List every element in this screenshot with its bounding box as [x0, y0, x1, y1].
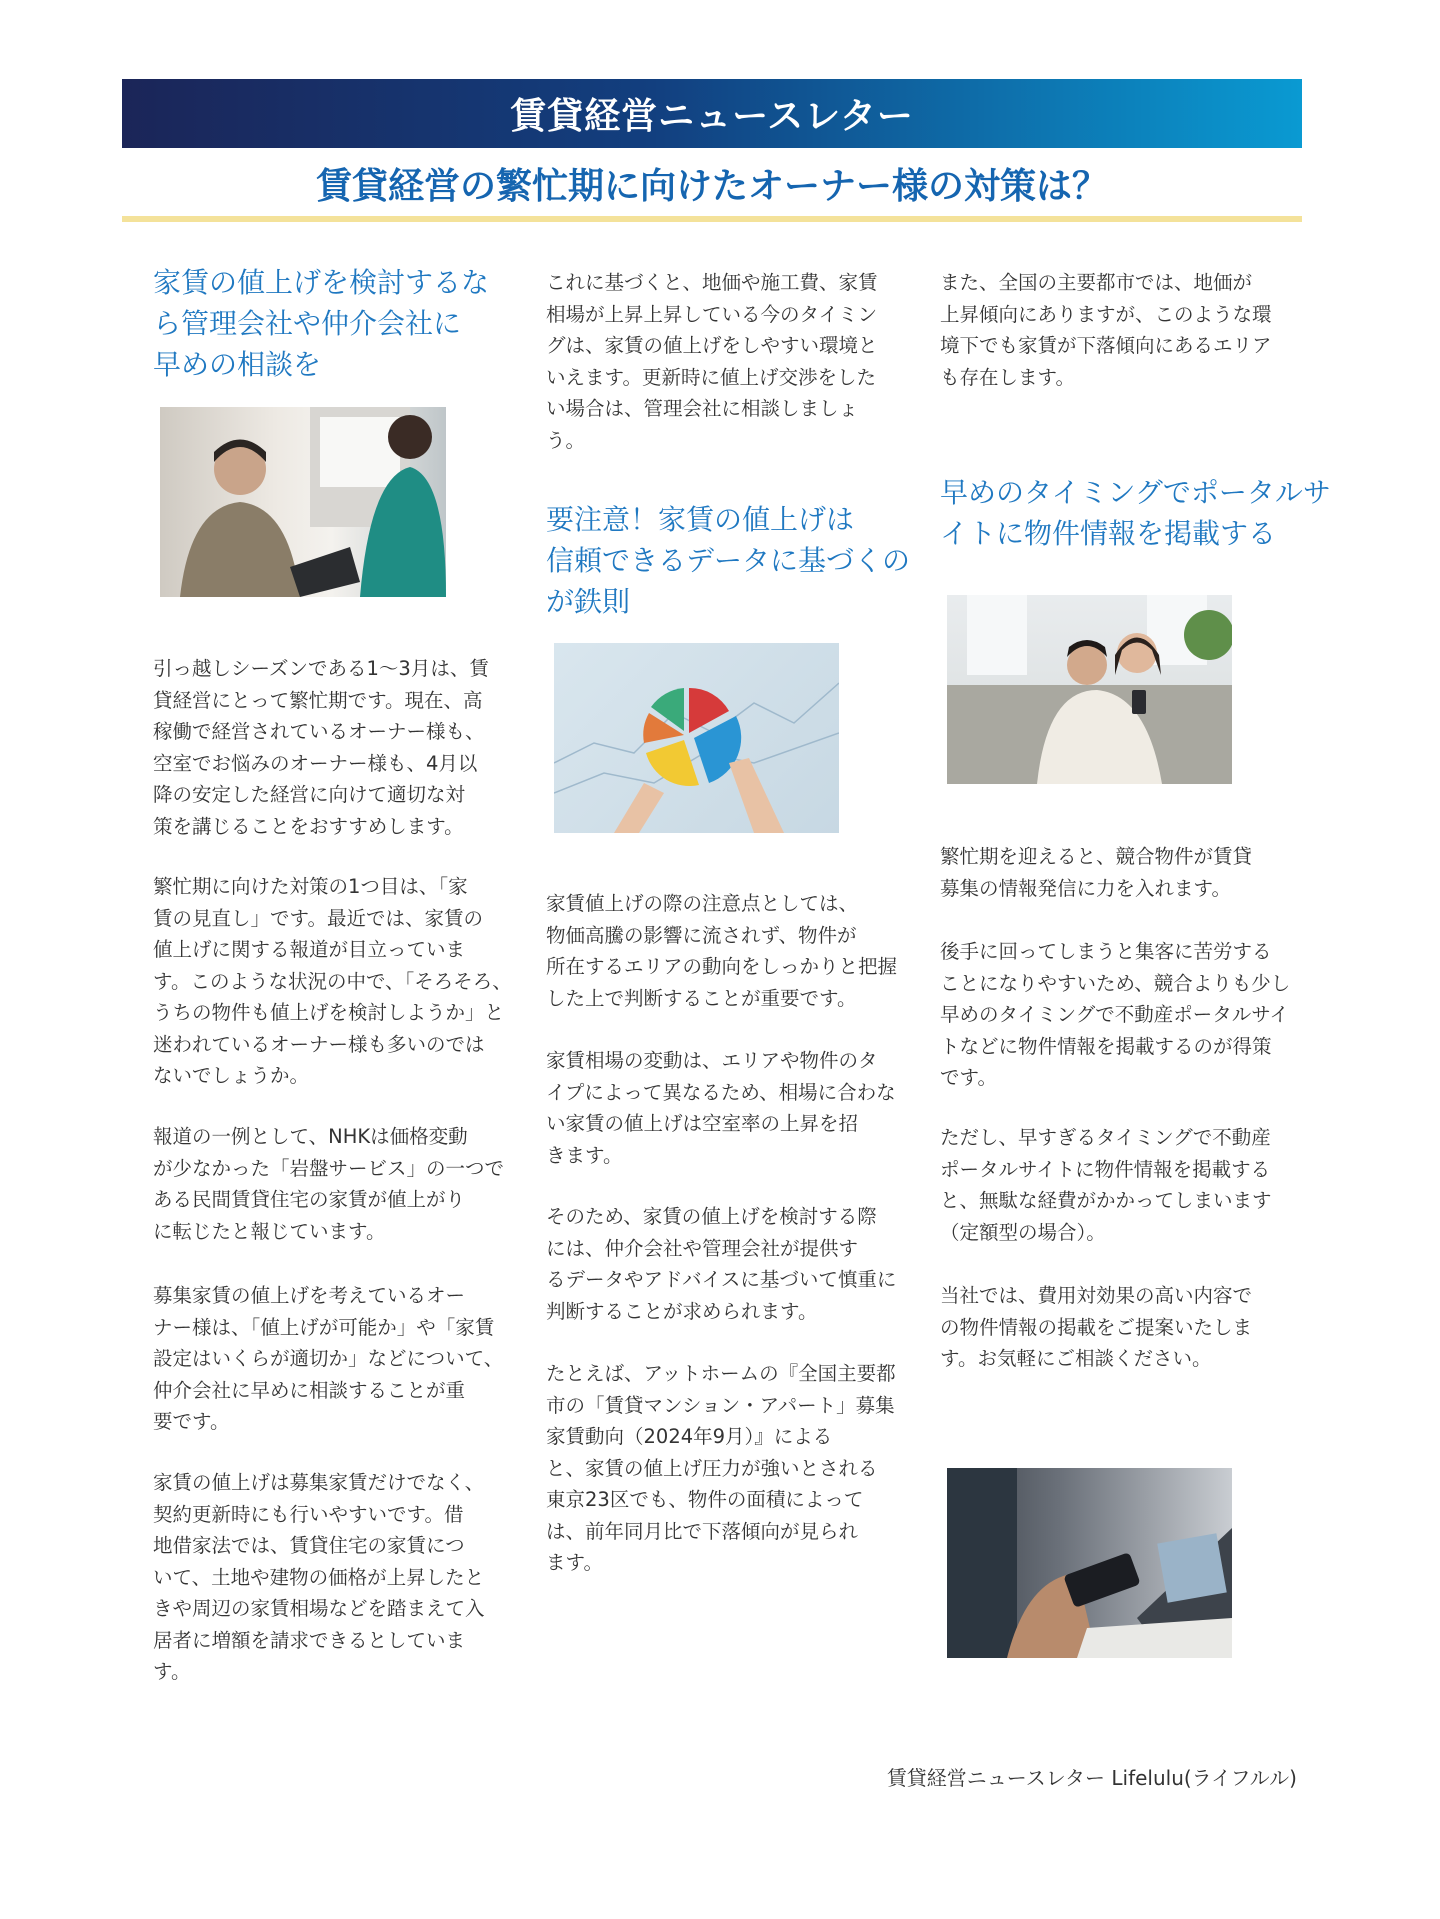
- footer-credit: 賃貸経営ニュースレター Lifelulu(ライフルル): [886, 1766, 1297, 1790]
- paragraph: 後手に回ってしまうと集客に苦労する ことになりやすいため、競合よりも少し 早めのタイミングで不動産ポータルサイ トなどに物件情報を掲載するのが得策 です。: [940, 940, 1291, 1089]
- paragraph: 家賃の値上げは募集家賃だけでなく、 契約更新時にも行いやすいです。借 地借家法では、賃貸住宅の家賃につ いて、土地や建物の価格が上昇したと きや周辺の家賃相場などを踏まえて入 居者に増額を請求できるとしていま す。: [153, 1471, 485, 1683]
- meeting-photo: [160, 407, 446, 597]
- paragraph: これに基づくと、地価や施工費、家賃 相場が上昇上昇している今のタイミン グは、家賃の値上げをしやすい環境と いえます。更新時に値上げ交渉をした い場合は、管理会社に相談しましょ う。: [546, 271, 878, 452]
- section-heading-data: 要注意！家賃の値上げは 信頼できるデータに基づくの が鉄則: [546, 503, 911, 618]
- paragraph: 募集家賃の値上げを考えているオー ナー様は、「値上げが可能か」や「家賃 設定はいくらが適切か」などについて、 仲介会社に早めに相談することが重 要です。: [153, 1284, 504, 1433]
- paragraph: 繁忙期を迎えると、競合物件が賃貸 募集の情報発信に力を入れます。: [940, 845, 1253, 900]
- paragraph: 家賃相場の変動は、エリアや物件のタ イプによって異なるため、相場に合わな い家賃の値上げは空室率の上昇を招 きます。: [546, 1049, 896, 1167]
- paragraph: たとえば、アットホームの『全国主要都 市の「賃貸マンション・アパート」募集 家賃動向（2024年9月）』による と、家賃の値上げ圧力が強いとされる 東京23区でも、物件の面積によって は、前年同月比で下落傾向が見られ ます。: [546, 1362, 896, 1574]
- newsletter-title: 賃貸経営ニュースレター: [510, 96, 914, 137]
- couple-smartphone-photo: [947, 595, 1232, 784]
- paragraph: 繁忙期に向けた対策の1つ目は、「家 賃の見直し」です。最近では、家賃の 値上げに関する報道が目立っていま す。このような状況の中で、「そろそろ、 うちの物件も値上げを検討しようか」と 迷われているオーナー様も多いのでは ないでしょうか。: [153, 875, 512, 1087]
- paragraph: 家賃値上げの際の注意点としては、 物価高騰の影響に流されず、物件が 所在するエリアの動向をしっかりと把握 した上で判断することが重要です。: [546, 892, 898, 1010]
- paragraph: 引っ越しシーズンである1～3月は、賃 貸経営にとって繁忙期です。現在、高 稼働で経営されているオーナー様も、 空室でお悩みのオーナー様も、4月以 降の安定した経営に向けて適切な対 策を講じることをおすすめします。: [153, 657, 489, 838]
- section-heading-portal: 早めのタイミングでポータルサ イトに物件情報を掲載する: [940, 476, 1331, 550]
- newsletter-title-bar: [122, 79, 1302, 148]
- paragraph: そのため、家賃の値上げを検討する際 には、仲介会社や管理会社が提供す るデータやアドバイスに基づいて慎重に 判断することが求められます。: [546, 1205, 897, 1323]
- paragraph: 報道の一例として、NHKは価格変動 が少なかった「岩盤サービス」の一つで ある民間賃貸住宅の家賃が値上がり に転じたと報じています。: [153, 1125, 505, 1243]
- section-heading-consult: 家賃の値上げを検討するな ら管理会社や仲介会社に 早めの相談を: [153, 266, 490, 381]
- article-title: 賃貸経営の繁忙期に向けたオーナー様の対策は？: [315, 166, 1108, 207]
- paragraph: 当社では、費用対効果の高い内容で の物件情報の掲載をご提案いたしま す。お気軽にご相談ください。: [940, 1284, 1253, 1370]
- paragraph: また、全国の主要都市では、地価が 上昇傾向にありますが、このような環 境下でも家賃が下落傾向にあるエリア も存在します。: [940, 271, 1272, 389]
- divider: [122, 216, 1302, 222]
- pie-chart-photo: [554, 643, 839, 833]
- paragraph: ただし、早すぎるタイミングで不動産 ポータルサイトに物件情報を掲載する と、無駄な経費がかかってしまいます （定額型の場合）。: [940, 1126, 1272, 1244]
- smartphone-laptop-photo: [947, 1468, 1232, 1658]
